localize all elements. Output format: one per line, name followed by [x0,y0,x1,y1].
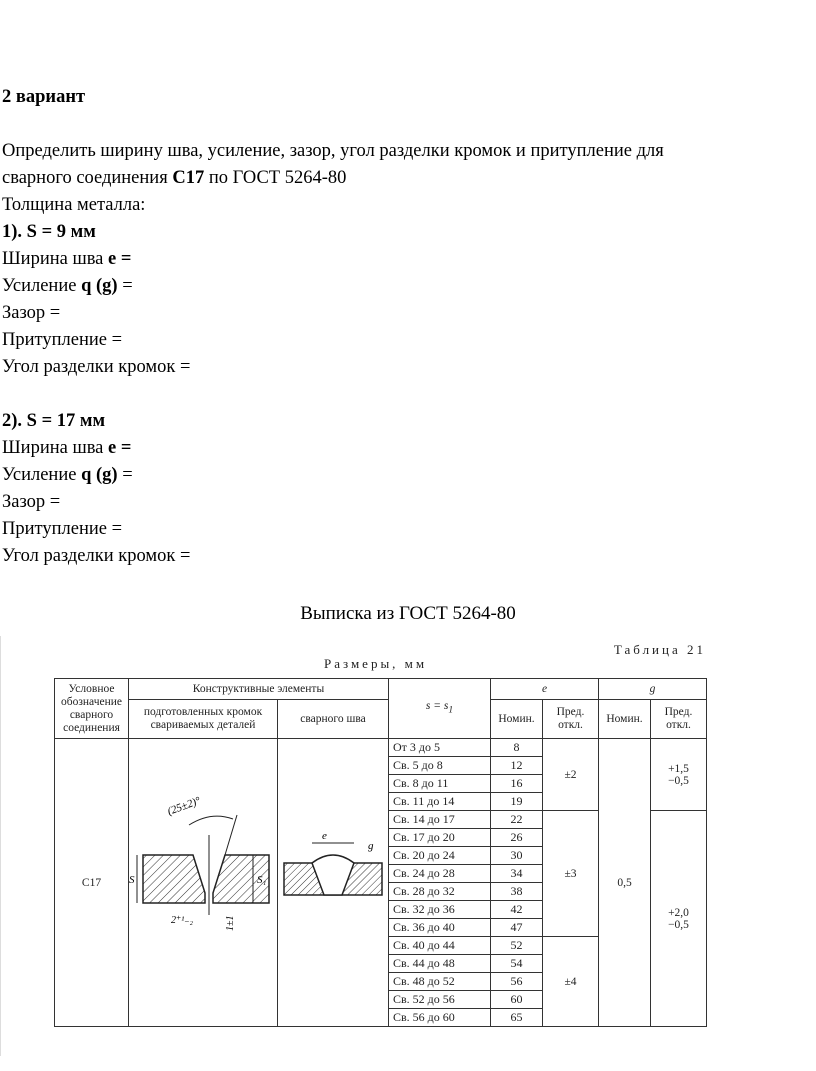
e-nom-cell: 16 [491,775,543,793]
cell-designation: С17 [55,739,129,1027]
variant2-gap: Зазор = [2,492,61,512]
variant1-reinforcement: Усиление q (g) = [2,276,133,296]
extract-title: Выписка из ГОСТ 5264-80 [300,603,516,624]
s-range-cell: Св. 11 до 14 [389,793,491,811]
variant1-gap: Зазор = [2,303,61,323]
weld-seam-drawing [278,745,388,1017]
header-g-nom: Номин. [599,700,651,739]
variant2-title: 2). S = 17 мм [2,411,106,431]
task-line-2: сварного соединения С17 по ГОСТ 5264-80 [2,168,347,188]
variant-heading: 2 вариант [2,87,86,107]
e-tol-cell-2: ±3 [543,811,599,937]
variant2-reinforcement: Усиление q (g) = [2,465,133,485]
e-tol-cell-1: ±2 [543,739,599,811]
g-tol-cell-1: +1,5 −0,5 [651,739,707,811]
s-range-cell: Св. 40 до 44 [389,937,491,955]
s-range-cell: Св. 20 до 24 [389,847,491,865]
header-s: $s = s_1$ [389,679,491,739]
edge-preparation-drawing [129,745,277,1017]
g-nom-cell: 0,5 [599,739,651,1027]
s-label: S [129,874,135,886]
g-tol-cell-2: +2,0 −0,5 [651,811,707,1027]
table-number: Таблица 21 [613,642,706,657]
e-label: e [322,830,327,842]
header-g: g [599,679,707,700]
variant1-width: Ширина шва е = [2,249,132,269]
table-dimensions-label: Размеры, мм [324,656,428,671]
variant1-blunt: Притупление = [2,330,123,350]
s-range-cell: Св. 44 до 48 [389,955,491,973]
e-nom-cell: 42 [491,901,543,919]
e-nom-cell: 22 [491,811,543,829]
gap-label: 2⁺¹₋₂ [171,915,194,926]
header-g-tol: Пред. откл. [651,700,707,739]
s-range-cell: Св. 5 до 8 [389,757,491,775]
gost-table-scan [34,636,724,1056]
e-nom-cell: 54 [491,955,543,973]
header-e-nom: Номин. [491,700,543,739]
e-nom-cell: 60 [491,991,543,1009]
variant2-width: Ширина шва е = [2,438,132,458]
e-nom-cell: 65 [491,1009,543,1027]
s-range-cell: Св. 24 до 28 [389,865,491,883]
variant2-blunt: Притупление = [2,519,123,539]
s-range-cell: Св. 14 до 17 [389,811,491,829]
e-nom-cell: 38 [491,883,543,901]
angle-label: (25±2)° [165,794,203,818]
task-line-1: Определить ширину шва, усиление, зазор, угол разделки кромок и притупление для [2,141,664,161]
variant1-title: 1). S = 9 мм [2,222,96,242]
s-range-cell: Св. 36 до 40 [389,919,491,937]
s1-label: S₁ [257,874,267,886]
s-range-cell: Св. 8 до 11 [389,775,491,793]
s-range-cell: От 3 до 5 [389,739,491,757]
variant1-angle: Угол разделки кромок = [2,357,191,377]
header-e: e [491,679,599,700]
blunt-label: 1±1 [225,915,236,931]
task-text [2,84,802,570]
g-label: g [368,840,374,852]
e-tol-cell-3: ±4 [543,937,599,1027]
header-designation: Условное обозначение сварного соединения [55,679,129,739]
header-weld: сварного шва [278,700,389,739]
s-range-cell: Св. 48 до 52 [389,973,491,991]
joint-code: С17 [172,168,205,188]
header-elements: Конструктивные элементы [129,679,389,700]
e-nom-cell: 26 [491,829,543,847]
header-prepared: подготовленных кромок свариваемых деталей [129,700,278,739]
variant2-angle: Угол разделки кромок = [2,546,191,566]
e-nom-cell: 30 [491,847,543,865]
e-nom-cell: 8 [491,739,543,757]
gost-table [54,678,707,1027]
e-nom-cell: 19 [491,793,543,811]
s-range-cell: Св. 52 до 56 [389,991,491,1009]
cell-weld-drawing [278,739,389,1027]
e-nom-cell: 56 [491,973,543,991]
s-range-cell: Св. 28 до 32 [389,883,491,901]
scan-edge [0,636,1,1056]
e-nom-cell: 47 [491,919,543,937]
e-nom-cell: 52 [491,937,543,955]
e-nom-cell: 12 [491,757,543,775]
header-e-tol: Пред. откл. [543,700,599,739]
cell-prepared-drawing [129,739,278,1027]
thickness-label: Толщина металла: [2,195,146,215]
s-range-cell: Св. 17 до 20 [389,829,491,847]
s-range-cell: Св. 56 до 60 [389,1009,491,1027]
e-nom-cell: 34 [491,865,543,883]
s-range-cell: Св. 32 до 36 [389,901,491,919]
